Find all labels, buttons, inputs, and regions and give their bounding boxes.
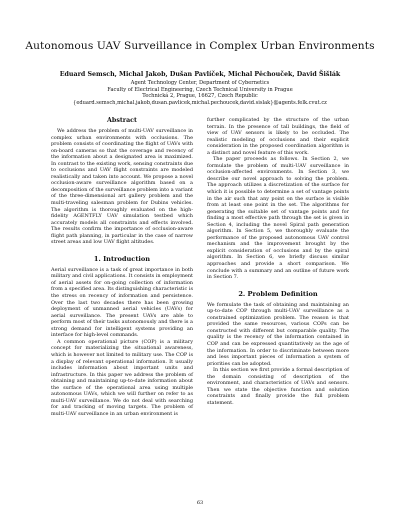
paragraph: The paper proceeds as follows. In Section 2, we formulate the problem of multi-UAV surveillance in occlusion-affected environments. In Section 3, we describe our novel approach to solving the problem. The approach utilizes a discretization of the surface for which it is possible to determine a set of vantage points in the air such that any point on the surface is visible from at least one point in the set. The algorithms for generating the suitable set of vantage points and for finding a most effective path through the set is given in Section 4, including the novel Spiral path generation algorithm. In Section 5, we thoroughly evaluate the performance of the proposed autonomous UAV control mechanism and the improvement brought by the explicit consideration of occlusions and by the spiral algorithm. In Section 6, we briefly discuss similar approaches and provide a short comparison. We conclude with a summary and an outline of future work in Section 7. — [207, 156, 349, 281]
affiliation-line: Technická 2, Prague, 16627, Czech Republic — [142, 93, 258, 100]
section-heading-problem-definition: 2. Problem Definition — [238, 289, 318, 298]
right-column — [207, 117, 349, 406]
paper-title: Autonomous UAV Surveillance in Complex Urban Environments — [25, 40, 375, 52]
abstract-heading: Abstract — [107, 117, 137, 124]
paragraph: In this section we first provide a formal description of the domain consisting of description of the environment, and characteristics of UAVs and sensors. Then we state the objective function and solution constraints and finally provide the full problem statement. — [207, 367, 349, 406]
abstract-text: We address the problem of multi-UAV surveillance in complex urban environments with occlusions. The problem consists of coordinating the flight of UAVs with on-board cameras so that the coverage and recency of the information about a designated area is maximized. In contrast to the existing work, sensing constraints due to occlusions and UAV flight constraints are modeled realistically and taken into account. We propose a novel occlusion-aware surveillance algorithm based on a decomposition of the surveillance problem into a variant of the three-dimensional art gallery problem and the multi-traveling salesman problem for Dubins vehicles. The algorithm is thoroughly evaluated on the high-fidelity AGENTFLY UAV simulation testbed which accurately models all constraints and effects involved. The results confirm the importance of occlusion-aware flight path planning, in particular in the case of narrow street areas and low UAV flight altitudes. — [51, 128, 193, 246]
left-column — [51, 117, 193, 417]
author-emails: {eduard.semsch,michal.jakob,dusan.pavlicek,michal.pechoucek,david.sislak}@agents.felk.cvut.cz — [73, 99, 327, 106]
section-heading-introduction: 1. Introduction — [93, 254, 151, 263]
author-list: Eduard Semsch, Michal Jakob, Dušan Pavlíček, Michal Pěchouček, David Šišlák — [59, 71, 341, 78]
affiliation-block — [0, 80, 400, 106]
page-number: 63 — [196, 500, 204, 506]
affiliation-line: Faculty of Electrical Engineering, Czech Technical University in Prague — [107, 86, 293, 93]
affiliation-line: Agent Technology Center, Department of Cybernetics — [130, 80, 270, 86]
paragraph: We formulate the task of obtaining and maintaining an up-to-date COP through multi-UAV surveillance as a constrained optimization problem. The reason is that provided the same resources, various COPs can be constructed with different but comparable quality. The quality is the recency of the information contained in COP and can be expressed quantitatively as the age of the information. In order to discriminate between more and less important pieces of information a system of priorities can be adopted. — [207, 301, 349, 367]
paragraph: A common operational picture (COP) is a military concept for materializing the situational awareness, which is however not limited to military use. The COP is a display of relevant operational information. It usually includes information about important units and infrastructure. In this paper we address the problem of obtaining and maintaining up-to-date information about the surface of the operational area using multiple autonomous UAVs, which we will further on refer to as multi-UAV surveillance. We do not deal with searching for and tracking of moving targets. The problem of multi-UAV surveillance in an urban environment is — [51, 338, 193, 417]
paragraph: further complicated by the structure of the urban terrain. In the presence of tall buildings, the field of view of UAV sensors is likely to be occluded. The realistic modeling of occlusions and their explicit consideration in the proposed coordination algorithm is a distinct and novel feature of this work. — [207, 117, 349, 156]
paragraph: Aerial surveillance is a task of great importance in both military and civil applications. It consists in employment of aerial assets for on-going collection of information from a specified area. Its distinguishing characteristic is the stress on recency of information and persistence. Over the last two decades there has been growing deployment of unmanned aerial vehicles (UAVs) for aerial surveillance. The present UAVs are able to perform most of their tasks autonomously and there is a strong demand for intelligent systems providing an interface for high-level commands. — [51, 266, 193, 339]
abstract-body — [51, 128, 193, 246]
